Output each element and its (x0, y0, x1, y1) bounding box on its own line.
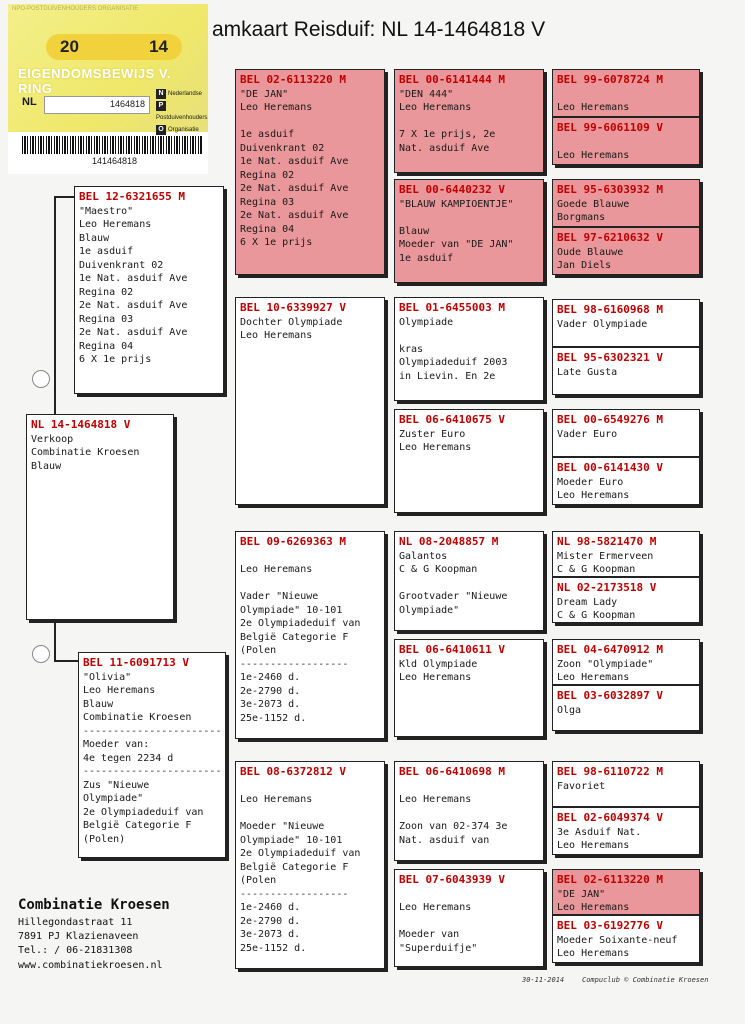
pigeon-info-line (557, 88, 695, 102)
pigeon-info-line: 6 X 1e prijs (79, 354, 152, 365)
pigeon-info-line: Galantos (399, 550, 448, 562)
pigeon-info-line: Moeder van "DE JAN" (399, 239, 514, 250)
ring-code: BEL 08-6372812 V (240, 765, 346, 778)
pigeon-info-line (240, 807, 380, 821)
ring-code: BEL 04-6470912 M (557, 643, 663, 656)
pigeon-card (552, 227, 700, 275)
pigeon-info-line (399, 915, 539, 929)
pigeon-card (552, 915, 700, 963)
pigeon-info-line (399, 888, 539, 902)
ring-code: BEL 07-6043939 V (399, 873, 505, 886)
pigeon-info-line (240, 115, 380, 129)
pigeon-card (78, 652, 226, 858)
ring-code: BEL 98-6110722 M (557, 765, 663, 778)
npo-letter: N (156, 89, 166, 99)
pigeon-info-line: in Lievin. En 2e (399, 370, 496, 382)
pigeon-info-line: 2e Nat. asduif Ave (240, 210, 349, 221)
npo-letter: O (156, 125, 166, 135)
tree-connector (54, 196, 76, 198)
credit-line: Compuclub © Combinatie Kroesen (582, 976, 709, 984)
pigeon-card (394, 639, 544, 737)
pigeon-info-line: Duivenkrant 02 (79, 259, 164, 271)
ring-code: BEL 95-6303932 M (557, 183, 663, 196)
ring-code: BEL 06-6410611 V (399, 643, 505, 656)
pigeon-info-line: Combinatie Kroesen (83, 712, 192, 723)
pigeon-card (394, 179, 544, 283)
pigeon-card (235, 531, 385, 739)
pigeon-info-line: (Polen) (83, 833, 126, 845)
pigeon-info-line: Leo Heremans (240, 564, 313, 575)
pigeon-info-line: Leo Heremans (399, 672, 472, 683)
pigeon-card (552, 807, 700, 855)
pigeon-info-line: (Polen (240, 875, 277, 886)
ring-code: BEL 03-6192776 V (557, 919, 663, 932)
ring-code: BEL 00-6141444 M (399, 73, 505, 86)
ring-code: NL 02-2173518 V (557, 581, 657, 594)
pigeon-card (552, 69, 700, 117)
ring-code: BEL 02-6049374 V (557, 811, 663, 824)
pigeon-info-line: Nat. asduif van (399, 834, 490, 846)
pigeon-info-line (399, 211, 539, 225)
pigeon-info-line: 2e Olympiadeduif van (240, 618, 361, 629)
pigeon-info-line: 1e-2460 d. (240, 672, 301, 683)
pigeon-info-line: Leo Heremans (557, 902, 630, 913)
pigeon-info-line: 1e Nat. asduif Ave (240, 156, 349, 167)
pigeon-info-line: 1e Nat. asduif Ave (79, 273, 188, 284)
pigeon-info-line: Olympiade" (399, 604, 460, 616)
pigeon-info-line: België Categorie F (240, 631, 349, 643)
pigeon-info-line: Leo Heremans (557, 948, 630, 959)
pigeon-card (235, 69, 385, 275)
pigeon-info-line (240, 780, 380, 794)
pigeon-info-line: C & G Koopman (557, 610, 636, 621)
pigeon-info-line: Olympiade" 10-101 (240, 834, 343, 846)
pigeon-info-line: Dream Lady (557, 596, 618, 608)
pigeon-info-line: "DE JAN" (557, 888, 606, 900)
pigeon-info-line: 1e-2460 d. (240, 902, 301, 913)
npo-logo (156, 88, 208, 136)
pigeon-info-line: Leo Heremans (79, 219, 152, 230)
pigeon-card (552, 179, 700, 227)
pigeon-info-line: Olympiade (399, 316, 454, 328)
pigeon-info-line (399, 115, 539, 129)
pigeon-info-line: 1e asduif (399, 252, 454, 264)
ring-code: BEL 02-6113220 M (240, 73, 346, 86)
pigeon-info-line: Olympiade" (83, 793, 144, 804)
pigeon-info-line: Grootvader "Nieuwe (399, 591, 508, 602)
pigeon-info-line: Leo Heremans (240, 794, 313, 805)
pigeon-info-line: Leo Heremans (557, 150, 630, 161)
ring-code: BEL 09-6269363 M (240, 535, 346, 548)
pigeon-info-line: Verkoop (31, 433, 74, 445)
pigeon-info-line: Blauw (399, 225, 430, 237)
ring-code: BEL 02-6113220 M (557, 873, 663, 886)
pigeon-card (552, 639, 700, 685)
ring-code: BEL 11-6091713 V (83, 656, 189, 669)
ring-code: BEL 97-6210632 V (557, 231, 663, 244)
pigeon-info-line: C & G Koopman (399, 564, 478, 575)
pigeon-info-line (399, 780, 539, 794)
pigeon-info-line: 3e-2073 d. (240, 929, 301, 940)
breeder-phone: Tel.: / 06-21831308 (18, 945, 133, 956)
pigeon-info-line: Goede Blauwe (557, 198, 630, 210)
pigeon-info-line: Leo Heremans (557, 102, 630, 113)
pigeon-card (394, 409, 544, 513)
barcode (22, 136, 202, 154)
pigeon-info-line (240, 550, 380, 564)
punch-hole (32, 645, 50, 663)
pigeon-info-line: ----------------------- (83, 766, 222, 777)
pigeon-info-line: Moeder van (399, 929, 460, 940)
tree-connector (54, 620, 56, 660)
pigeon-card (235, 761, 385, 969)
ring-country: NL (22, 96, 37, 108)
pigeon-card (74, 186, 224, 394)
pigeon-info-line: 25e-1152 d. (240, 942, 307, 954)
ring-code: BEL 10-6339927 V (240, 301, 346, 314)
ring-code: NL 08-2048857 M (399, 535, 499, 548)
tree-connector (54, 660, 78, 662)
pigeon-info-line: (Polen (240, 645, 277, 656)
pigeon-info-line: Blauw (83, 698, 114, 710)
page-title: amkaart Reisduif: NL 14-1464818 V (212, 18, 546, 41)
ring-code: BEL 00-6440232 V (399, 183, 505, 196)
pigeon-info-line: Olympiade" 10-101 (240, 604, 343, 616)
pigeon-info-line: Moeder Soixante-neuf (557, 934, 678, 946)
npo-line: Organisatie (168, 127, 199, 133)
ring-code: BEL 12-6321655 M (79, 190, 185, 203)
pigeon-info-line (240, 577, 380, 591)
pigeon-info-line: Leo Heremans (399, 102, 472, 113)
breeder-street: Hillegondastraat 11 (18, 917, 133, 928)
pigeon-info-line: Blauw (31, 460, 62, 472)
punch-hole (32, 370, 50, 388)
pigeon-info-line: Nat. asduif Ave (399, 142, 490, 154)
pigeon-info-line: C & G Koopman (557, 564, 636, 575)
ring-certificate-header: NPO-POSTDUIVENHOUDERS ORGANISATIE (12, 6, 139, 12)
pigeon-info-line: Vader "Nieuwe (240, 591, 319, 602)
pigeon-info-line: 1e asduif (79, 246, 134, 257)
pigeon-info-line: België Categorie F (240, 861, 349, 873)
pigeon-info-line: 3e-2073 d. (240, 699, 301, 710)
pigeon-info-line: Moeder van: (83, 739, 150, 750)
pigeon-info-line: Regina 04 (240, 223, 295, 235)
pigeon-info-line: "Olivia" (83, 671, 132, 683)
pigeon-info-line: 2e Nat. asduif Ave (79, 327, 188, 338)
pigeon-card (394, 869, 544, 967)
ring-code: NL 14-1464818 V (31, 418, 131, 431)
pigeon-info-line: Leo Heremans (399, 794, 472, 805)
pigeon-info-line: "DEN 444" (399, 88, 454, 100)
pigeon-info-line: Oude Blauwe (557, 246, 624, 258)
pigeon-info-line (399, 807, 539, 821)
pigeon-card (394, 761, 544, 861)
ring-code: BEL 00-6141430 V (557, 461, 663, 474)
pigeon-info-line: "Superduifje" (399, 942, 478, 954)
breeder-city: 7891 PJ Klazienaveen (18, 931, 139, 942)
pigeon-info-line: België Categorie F (83, 820, 192, 831)
ring-code: BEL 98-6160968 M (557, 303, 663, 316)
pigeon-info-line: Duivenkrant 02 (240, 142, 325, 154)
ring-number: 1464818 (109, 99, 145, 109)
tree-connector (54, 196, 56, 416)
pigeon-info-line: Late Gusta (557, 366, 618, 378)
pigeon-info-line: Favoriet (557, 780, 606, 792)
pigeon-info-line (399, 329, 539, 343)
pigeon-info-line: 2e-2790 d. (240, 915, 301, 927)
ring-code: BEL 06-6410698 M (399, 765, 505, 778)
pigeon-info-line: 2e Nat. asduif Ave (240, 183, 349, 194)
npo-line: Nederlandse (168, 91, 203, 97)
ring-certificate-card (8, 4, 208, 174)
pigeon-card (552, 869, 700, 915)
pigeon-card (552, 347, 700, 395)
pigeon-info-line: 7 X 1e prijs, 2e (399, 129, 496, 140)
pigeon-info-line: Leo Heremans (557, 672, 630, 683)
ring-number-field (44, 96, 150, 114)
pigeon-card (552, 409, 700, 457)
npo-line: Postduivenhouders (156, 115, 208, 121)
breeder-website[interactable]: www.combinatiekroesen.nl (18, 960, 163, 971)
pigeon-card (552, 761, 700, 807)
pigeon-info-line: 4e tegen 2234 d (83, 752, 174, 764)
pigeon-info-line: ----------------------- (83, 725, 222, 737)
pigeon-card (394, 297, 544, 401)
pigeon-info-line: Olga (557, 704, 582, 716)
pigeon-card (394, 531, 544, 631)
pigeon-card (552, 457, 700, 505)
breeder-name: Combinatie Kroesen (18, 897, 170, 913)
pigeon-info-line: Zoon van 02-374 3e (399, 821, 508, 832)
ring-code: NL 98-5821470 M (557, 535, 657, 548)
npo-letter: P (156, 101, 166, 111)
pigeon-info-line: Moeder Euro (557, 476, 624, 488)
pigeon-card (552, 577, 700, 623)
pigeon-info-line: 3e Asduif Nat. (557, 826, 642, 838)
pigeon-info-line: Leo Heremans (83, 685, 156, 696)
ring-year-right: 14 (149, 37, 168, 56)
pigeon-info-line: Kld Olympiade (399, 658, 478, 670)
pigeon-info-line: Zus "Nieuwe (83, 779, 150, 791)
pigeon-info-line: 2e Nat. asduif Ave (79, 300, 188, 311)
pigeon-info-line: Moeder "Nieuwe (240, 821, 325, 832)
pigeon-card (552, 299, 700, 347)
pigeon-info-line: "DE JAN" (240, 88, 289, 100)
pigeon-info-line: Leo Heremans (399, 442, 472, 453)
pigeon-info-line: Zoon "Olympiade" (557, 658, 654, 670)
ring-year-badge (46, 34, 182, 60)
pigeon-info-line: "BLAUW KAMPIOENTJE" (399, 198, 514, 210)
print-date: 30-11-2014 (522, 976, 565, 984)
pigeon-info-line: Jan Diels (557, 260, 612, 271)
pigeon-info-line: Borgmans (557, 212, 606, 223)
pigeon-info-line: Regina 04 (79, 340, 134, 352)
ring-code: BEL 99-6061109 V (557, 121, 663, 134)
barcode-number: 141464818 (92, 156, 138, 166)
pigeon-info-line (557, 136, 695, 150)
pigeon-card (394, 69, 544, 173)
pigeon-info-line: Mister Ermerveen (557, 550, 654, 562)
pigeon-info-line: 6 X 1e prijs (240, 237, 313, 248)
pigeon-info-line: ------------------ (240, 888, 349, 900)
pigeon-info-line: 25e-1152 d. (240, 712, 307, 724)
ring-code: BEL 95-6302321 V (557, 351, 663, 364)
pigeon-info-line: Regina 03 (79, 313, 134, 325)
pigeon-info-line: 2e-2790 d. (240, 685, 301, 697)
pigeon-info-line: Dochter Olympiade (240, 316, 343, 328)
ring-code: BEL 03-6032897 V (557, 689, 663, 702)
ring-code: BEL 06-6410675 V (399, 413, 505, 426)
pigeon-info-line: ------------------ (240, 658, 349, 670)
pigeon-card (26, 414, 174, 620)
pigeon-info-line: Leo Heremans (557, 490, 630, 501)
pigeon-info-line: Leo Heremans (399, 902, 472, 913)
pigeon-info-line: kras (399, 343, 424, 355)
ring-code: BEL 01-6455003 M (399, 301, 505, 314)
pigeon-info-line: 2e Olympiadeduif van (240, 848, 361, 859)
pigeon-info-line: "Maestro" (79, 205, 134, 217)
pigeon-card (552, 117, 700, 165)
ring-year-left: 20 (60, 37, 79, 56)
pigeon-info-line: Regina 03 (240, 196, 295, 208)
pigeon-info-line: Vader Olympiade (557, 318, 648, 330)
pigeon-info-line: Leo Heremans (240, 330, 313, 341)
pigeon-info-line: Vader Euro (557, 428, 618, 440)
ring-code: BEL 99-6078724 M (557, 73, 663, 86)
ring-certificate-title: EIGENDOMSBEWIJS V. RING (18, 66, 171, 96)
pigeon-info-line: Leo Heremans (557, 840, 630, 851)
pigeon-card (235, 297, 385, 505)
pigeon-card (552, 531, 700, 577)
ring-code: BEL 00-6549276 M (557, 413, 663, 426)
pigeon-info-line: Olympiadeduif 2003 (399, 357, 508, 368)
pigeon-info-line (399, 577, 539, 591)
pigeon-info-line: 1e asduif (240, 129, 295, 140)
pigeon-info-line: 2e Olympiadeduif van (83, 806, 204, 818)
pigeon-info-line: Leo Heremans (240, 102, 313, 113)
pigeon-info-line: Zuster Euro (399, 428, 466, 440)
pigeon-info-line: Regina 02 (79, 286, 134, 298)
pigeon-info-line: Combinatie Kroesen (31, 447, 140, 458)
pigeon-info-line: Regina 02 (240, 169, 295, 181)
pigeon-info-line: Blauw (79, 232, 110, 244)
pigeon-card (552, 685, 700, 731)
